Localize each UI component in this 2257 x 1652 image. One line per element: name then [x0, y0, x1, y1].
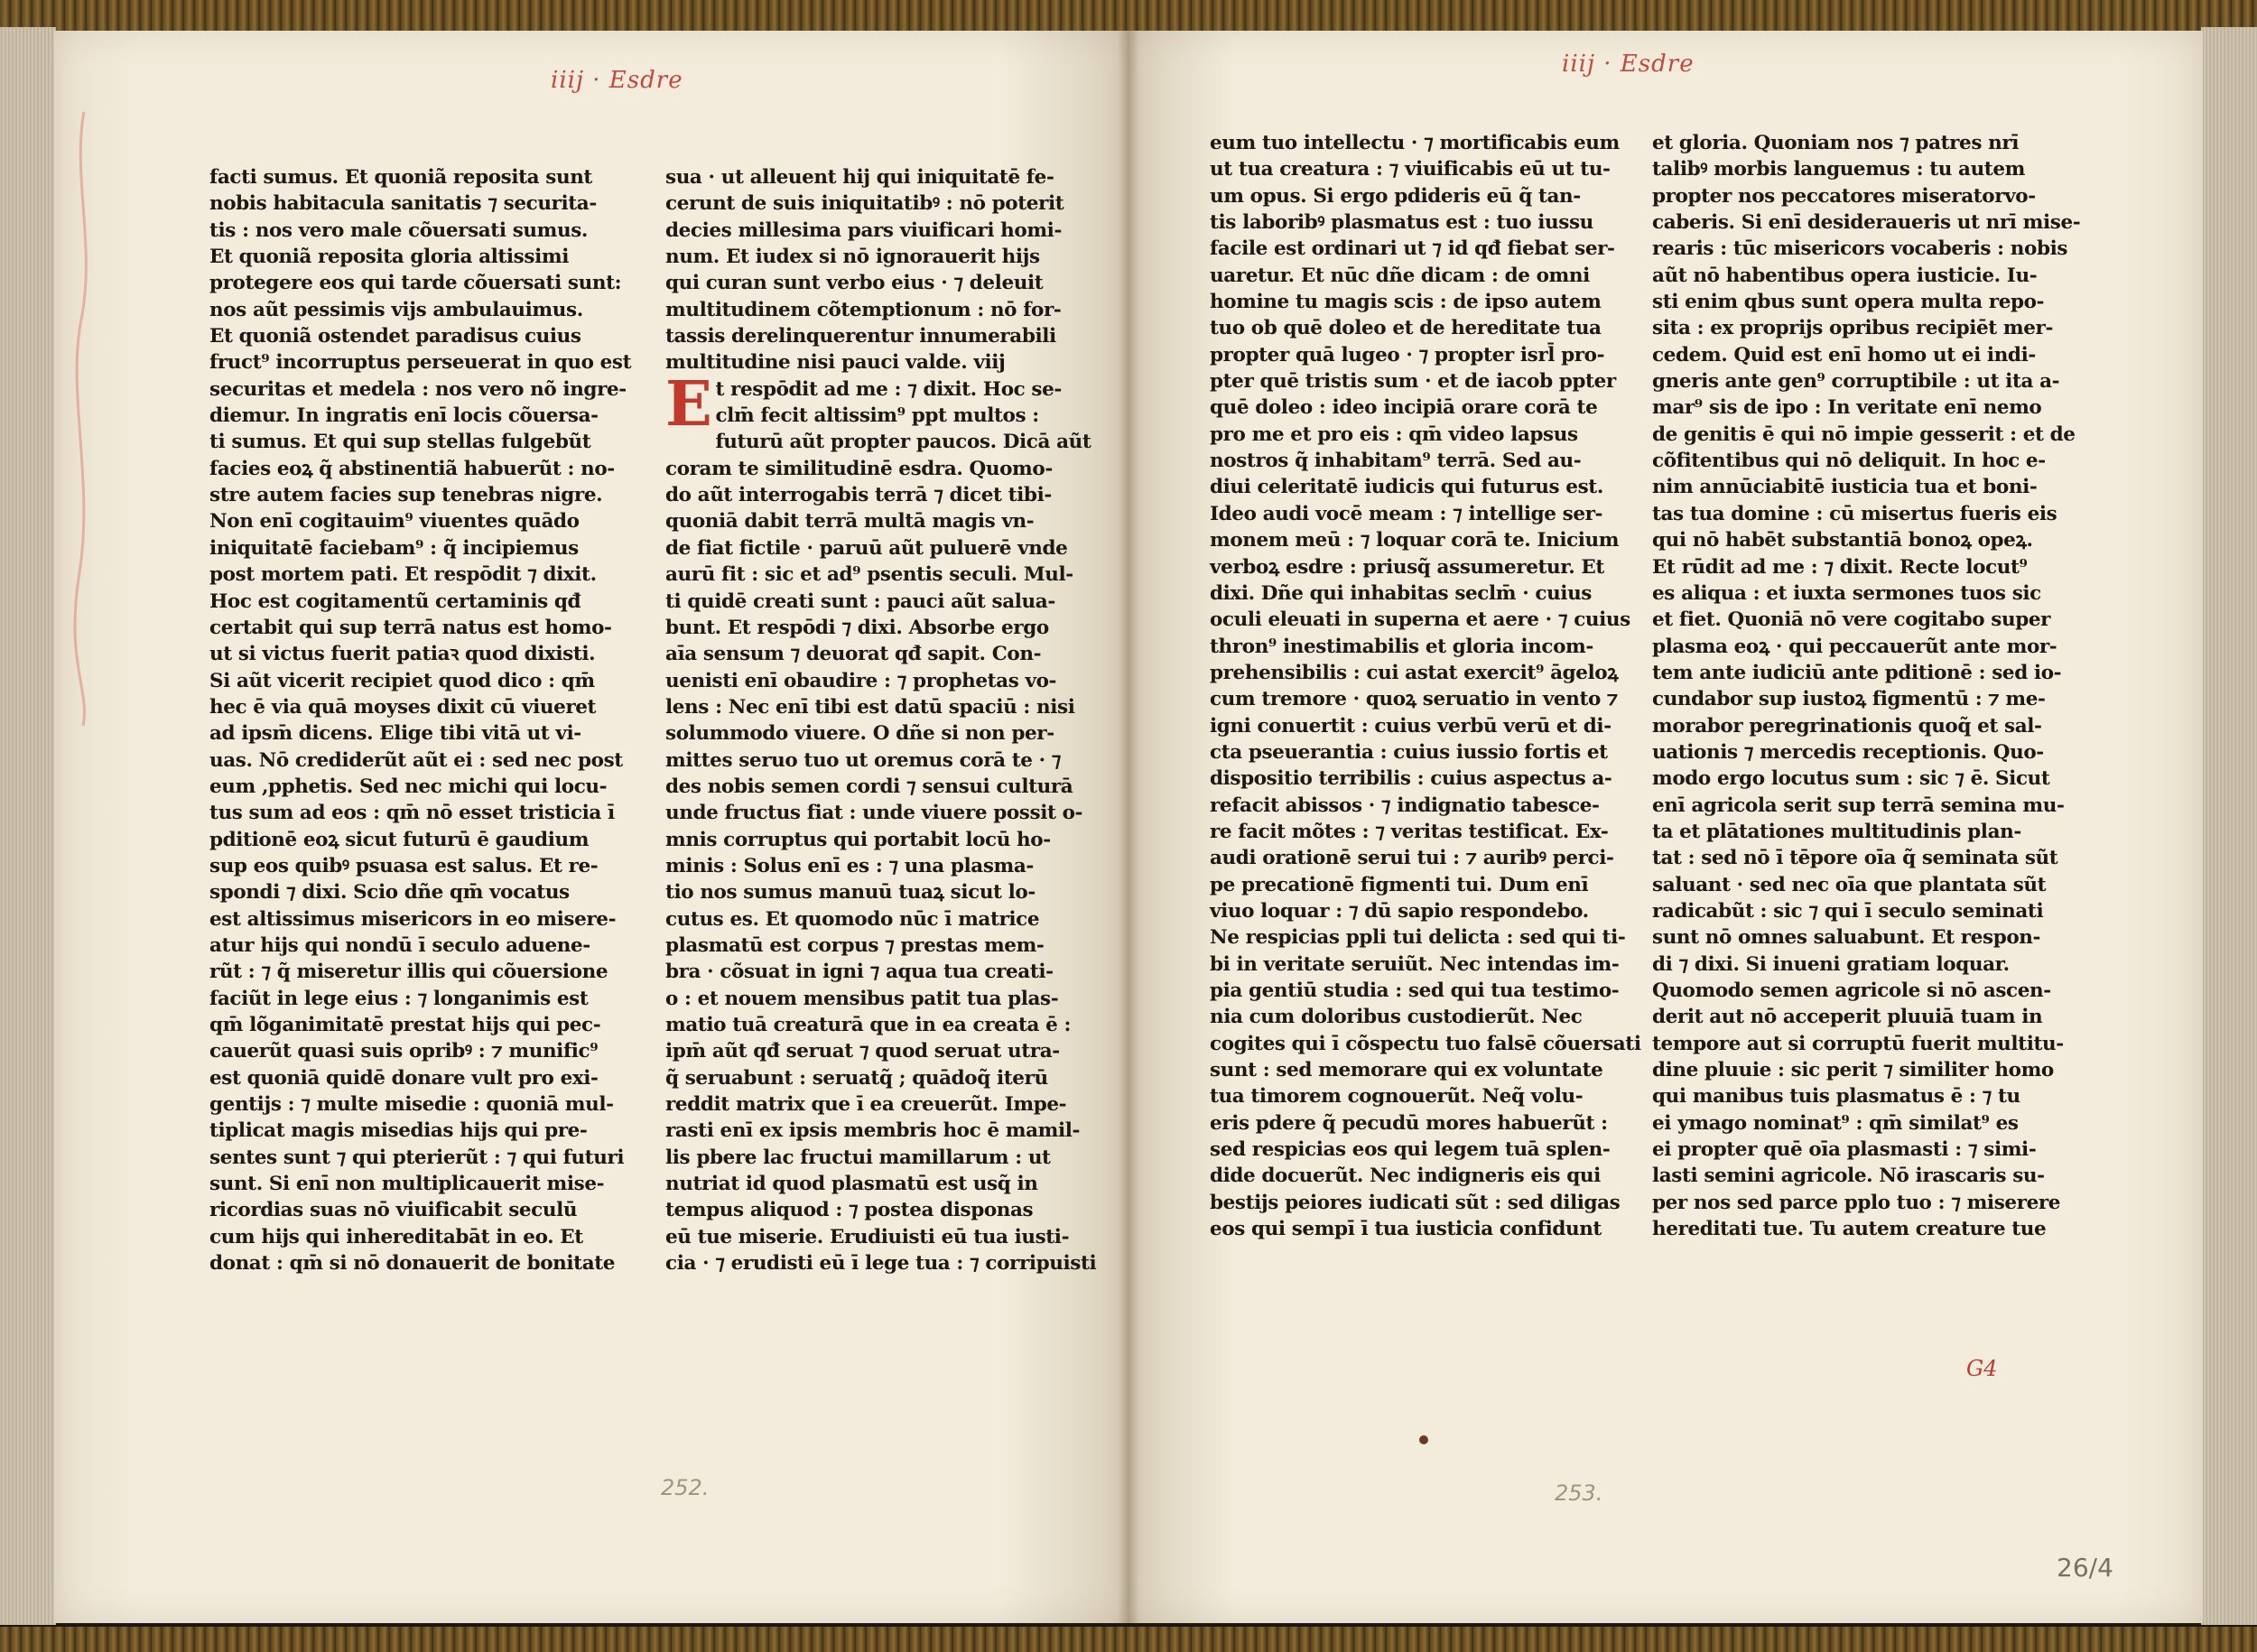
text-line: spondi ⁊ dixi. Scio dñe qm̄ vocatus	[209, 881, 570, 905]
text-line: coram te similitudinē esdra. Quomo-	[665, 457, 1053, 480]
text-line: sita : ex proprijs opribus recipiēt mer-	[1652, 317, 2053, 340]
text-line: rũt : ⁊ q̃ miseretur illis qui cõuersione	[209, 961, 608, 984]
text-line: cogites qui ī cõspectu tuo falsē cõuersati	[1210, 1032, 1641, 1055]
text-line: eū tue miserie. Erudiuisti eū tua iusti-	[665, 1225, 1070, 1248]
text-line: Hoc est cogitamentũ certaminis qđ	[209, 589, 581, 613]
text-line: lens : Nec enī tibi est datū spaciū : nisi	[665, 695, 1075, 719]
left-page	[54, 31, 1128, 1623]
text-line: sua · ut alleuent hij qui iniquitatē fe-	[665, 166, 1054, 189]
ink-dot	[1419, 1435, 1428, 1444]
text-line: nutriat id quod plasmatū est usq̃ in	[665, 1173, 1038, 1196]
text-line: securitas et medela : nos vero nõ ingre-	[209, 377, 627, 401]
text-line: thron⁹ inestimabilis et gloria incom-	[1210, 635, 1593, 658]
text-line: multitudinem cõtemptionum : nō for-	[665, 298, 1062, 321]
text-line: derit aut nō acceperit pluuiā tuam in	[1652, 1006, 2043, 1029]
text-line: tis laboribꝰ plasmatus est : tuo iussu	[1210, 211, 1593, 235]
folio-right: 253.	[1555, 1480, 1603, 1506]
text-line: rasti enī ex ipsis membris hoc ē mamil-	[665, 1119, 1081, 1143]
text-line: enī agricola serit sup terrā semina mu-	[1652, 794, 2065, 817]
right-column-1	[1210, 130, 1641, 1242]
text-line: ei ymago nominat⁹ : qm̄ similat⁹ es	[1652, 1111, 2019, 1135]
text-line: ipm̄ aũt qđ seruat ⁊ quod seruat utra-	[665, 1040, 1060, 1063]
text-line: plasmatū est corpus ⁊ prestas mem-	[665, 933, 1045, 957]
text-line: tuo ob quē doleo et de hereditate tua	[1210, 317, 1602, 340]
text-line: tempore aut si corruptū fuerit multitu-	[1652, 1032, 2064, 1055]
text-line: sed respicias eos qui legem tuā splen-	[1210, 1138, 1611, 1162]
text-line: ricordias suas nō viuificabit seculū	[209, 1199, 578, 1222]
text-line: eum ,pphetis. Sed nec michi qui locu-	[209, 775, 608, 798]
text-line: bestijs peiores iudicati sũt : sed diligas	[1210, 1191, 1621, 1214]
text-line: facti sumus. Et quoniã reposita sunt	[209, 166, 592, 189]
text-line: oculi eleuati in superna et aere · ⁊ cuius	[1210, 608, 1630, 632]
text-line: mar⁹ sis de ipo : In veritate enī nemo	[1652, 396, 2042, 420]
text-line: sentes sunt ⁊ qui pterierũt : ⁊ qui futuri	[209, 1146, 625, 1169]
text-line: uationis ⁊ mercedis receptionis. Quo-	[1652, 740, 2044, 764]
text-line: Et rūdit ad me : ⁊ dixit. Recte locut⁹	[1652, 555, 2028, 579]
text-line: donat : qm̄ si nō donauerit de bonitate	[209, 1252, 616, 1276]
text-line: iniquitatē faciebam⁹ : q̃ incipiemus	[209, 536, 579, 560]
text-line: bra · cõsuat in igni ⁊ aqua tua creati-	[665, 961, 1054, 984]
text-line: Et quoniã reposita gloria altissimi	[209, 246, 569, 269]
text-line: uenisti enī obaudire : ⁊ prophetas vo-	[665, 669, 1057, 692]
text-line: homine tu magis scis : de ipso autem	[1210, 291, 1602, 314]
text-line: de fiat fictile · paruū aũt puluerē vnde	[665, 536, 1068, 560]
text-line: do aũt interrogabis terrā ⁊ dicet tibi-	[665, 484, 1052, 507]
text-line: multitudine nisi pauci valde. viij	[665, 351, 1006, 375]
text-line: decies millesima pars viuificari homi-	[665, 218, 1062, 242]
running-head-left: iiij · Esdre	[551, 67, 683, 94]
text-line: o : et nouem mensibus patit tua plas-	[665, 987, 1059, 1010]
text-line: di ⁊ dixi. Si inueni gratiam loquar.	[1652, 952, 2010, 976]
text-line: nim annūciabitē iusticia tua et boni-	[1652, 476, 2038, 499]
book-gutter	[1118, 31, 1139, 1623]
text-line: cum tremore · quoꝝ seruatio in vento ⁊	[1210, 688, 1618, 711]
text-line: lasti semini agricole. Nō irascaris su-	[1652, 1165, 2045, 1188]
text-line: tus sum ad eos : qm̄ nō esset tristicia ī	[209, 802, 615, 825]
text-line: nos aũt pessimis vijs ambulauimus.	[209, 298, 583, 321]
text-line: um opus. Si ergo pdideris eū q̃ tan-	[1210, 184, 1581, 208]
text-line: morabor peregrinationis quoq̃ et sal-	[1652, 714, 2042, 738]
text-line: tio nos sumus manuū tuaꝝ sicut lo-	[665, 881, 1036, 905]
text-line: cum hijs qui inhereditabāt in eo. Et	[209, 1225, 583, 1248]
text-line: cutus es. Et quomodo nūc ī matrice	[665, 907, 1040, 931]
text-line: diui celeritatē iudicis qui futurus est.	[1210, 476, 1603, 499]
text-line: ad ipsm̄ dicens. Elige tibi vitā ut vi-	[209, 722, 581, 746]
text-line: propter quā lugeo · ⁊ propter isrl̄ pro-	[1210, 343, 1605, 367]
text-line: ti sumus. Et qui sup stellas fulgebũt	[209, 431, 591, 454]
text-line: dixi. Dñe qui inhabitas seclm̄ · cuius	[1210, 581, 1593, 605]
text-line: cundabor sup iustoꝝ figmentū : ⁊ me-	[1652, 688, 2046, 711]
text-line: fruct⁹ incorruptus perseuerat in quo est	[209, 351, 632, 375]
text-line: quē doleo : ideo incipiā orare corā te	[1210, 396, 1598, 420]
text-line: qui manibus tuis plasmatus ē : ⁊ tu	[1652, 1085, 2020, 1109]
rubric-flourish-icon	[70, 103, 98, 735]
text-line: clm̄ fecit altissim⁹ ppt multos :	[715, 404, 1039, 428]
text-line: Non enī cogitauim⁹ viuentes quādo	[209, 510, 580, 534]
shelf-mark: 26/4	[2057, 1553, 2113, 1582]
text-line: pter quē tristis sum · et de iacob ppter	[1210, 370, 1616, 394]
text-line: re facit mõtes : ⁊ veritas testificat. Ex-	[1210, 820, 1609, 843]
text-line: verboꝝ esdre : priusq̃ assumeretur. Et	[1210, 555, 1604, 579]
text-line: tua timorem cognouerũt. Neq̃ volu-	[1210, 1085, 1584, 1109]
text-line: viuo loquar : ⁊ dū sapio respondebo.	[1210, 899, 1589, 923]
text-line: qm̄ lõganimitatē prestat hijs qui pec-	[209, 1014, 601, 1036]
text-line: refacit abissos · ⁊ indignatio tabesce-	[1210, 794, 1600, 817]
text-line: sunt. Si enī non multiplicauerit mise-	[209, 1173, 605, 1196]
text-line: Si aũt vicerit recipiet quod dico : qm̄	[209, 669, 595, 692]
text-line: reddit matrix que ī ea creuerũt. Impe-	[665, 1093, 1067, 1117]
text-line: gneris ante gen⁹ corruptibile : ut ita a-	[1652, 370, 2060, 394]
text-line: pro me et pro eis : qm̄ video lapsus	[1210, 422, 1578, 446]
text-line: qui curan sunt verbo eius · ⁊ deleuit	[665, 272, 1044, 295]
text-line: cta pseuerantia : cuius iussio fortis et	[1210, 740, 1608, 764]
text-line: cerunt de suis iniquitatibꝰ : nō poterit	[665, 192, 1064, 216]
text-line: bunt. Et respōdi ⁊ dixi. Absorbe ergo	[665, 616, 1049, 639]
gilded-top-edge	[0, 0, 2257, 34]
text-line: prehensibilis : cui astat exercit⁹ āgeloꝝ	[1210, 661, 1619, 684]
text-line: dide docuerũt. Nec indigneris eis qui	[1210, 1165, 1601, 1188]
text-line: post mortem pati. Et respōdit ⁊ dixit.	[209, 563, 597, 587]
text-line: caberis. Si enī desideraueris ut nrī mise-	[1652, 211, 2081, 235]
text-line: nia cum doloribus custodierũt. Nec	[1210, 1006, 1583, 1029]
text-line: q̃ seruabunt : seruatq̃ ; quādoq̃ iterū	[665, 1066, 1048, 1090]
text-line: ti quidē creati sunt : pauci aũt salua-	[665, 589, 1055, 613]
text-line: Et quoniã ostendet paradisus cuius	[209, 325, 581, 348]
text-line: facile est ordinari ut ⁊ id qđ fiebat ser-	[1210, 237, 1615, 261]
text-line: gentijs : ⁊ multe misedie : quoniā mul-	[209, 1093, 614, 1117]
text-line: est quoniā quidē donare vult pro exi-	[209, 1066, 599, 1090]
text-line: minis : Solus enī es : ⁊ una plasma-	[665, 854, 1034, 877]
text-line: igni conuertit : cuius verbū verū et di-	[1210, 714, 1611, 738]
text-line: dispositio terribilis : cuius aspectus a-	[1210, 767, 1612, 791]
text-line: matio tuā creaturā que in ea creata ē :	[665, 1014, 1072, 1036]
text-line: tempus aliquod : ⁊ postea disponas	[665, 1199, 1034, 1222]
left-column-1	[209, 164, 632, 1276]
text-line: tassis derelinquerentur innumerabili	[665, 325, 1056, 348]
quire-signature: G4	[1966, 1356, 1998, 1381]
text-line: cia · ⁊ erudisti eū ī lege tua : ⁊ corripuisti	[665, 1252, 1097, 1276]
text-line: solummodo viuere. O dñe si non per-	[665, 722, 1054, 746]
text-line: diemur. In ingratis enī locis cõuersa-	[209, 404, 599, 428]
text-line: audi orationē serui tui : ⁊ auribꝰ perci-	[1210, 847, 1614, 870]
text-line: monem meū : ⁊ loquar corā te. Inicium	[1210, 529, 1620, 552]
right-column-2	[1652, 130, 2081, 1242]
text-line: eum tuo intellectu · ⁊ mortificabis eum	[1210, 132, 1620, 154]
text-line: num. Et iudex si nō ignorauerit hijs	[665, 246, 1040, 269]
text-line: et gloria. Quoniam nos ⁊ patres nrī	[1652, 132, 2020, 154]
text-line: protegere eos qui tarde cõuersati sunt:	[209, 272, 622, 295]
text-line: hec ē via quā moyses dixit cū viueret	[209, 695, 597, 719]
text-line: bi in veritate seruiũt. Nec intendas im-	[1210, 952, 1620, 976]
text-line: tis : nos vero male cõuersati sumus.	[209, 218, 589, 242]
text-line: cõfitentibus qui nō deliquit. In hoc e-	[1652, 450, 2046, 473]
text-line: Ne respicias ppli tui delicta : sed qui ti-	[1210, 926, 1626, 950]
text-line: uas. Nō crediderũt aũt ei : sed nec post	[209, 748, 623, 772]
text-line: ut si victus fuerit patiaꝛ quod dixisti.	[209, 643, 596, 666]
text-line: unde fructus fiat : unde viuere possit o-	[665, 802, 1083, 825]
text-line: rearis : tūc misericors vocaberis : nobis	[1652, 237, 2068, 261]
text-line: eris pdere q̃ pecudū mores habuerũt :	[1210, 1111, 1608, 1135]
text-line: de genitis ē qui nō impie gesserit : et de	[1652, 422, 2076, 446]
text-line: uaretur. Et nūc dñe dicam : de omni	[1210, 264, 1590, 287]
text-line: per nos sed parce pplo tuo : ⁊ miserere	[1652, 1191, 2061, 1214]
text-line: mittes seruo tuo ut oremus corā te · ⁊	[665, 748, 1062, 772]
text-line: hereditati tue. Tu autem creature tue	[1652, 1218, 2047, 1241]
text-line: quoniā dabit terrā multā magis vn-	[665, 510, 1035, 534]
text-line: futurū aũt propter paucos. Dicā aũt	[715, 431, 1091, 454]
text-line: pe precationē figmenti tui. Dum enī	[1210, 873, 1589, 896]
text-line: plasma eoꝝ · qui peccauerũt ante mor-	[1652, 635, 2057, 658]
left-column-2	[665, 164, 1097, 1276]
text-line: es aliqua : et iuxta sermones tuos sic	[1652, 581, 2041, 605]
text-line: lis pbere lac fructui mamillarum : ut	[665, 1146, 1051, 1169]
folio-left: 252.	[661, 1475, 710, 1500]
text-line: sti enim qbus sunt opera multa repo-	[1652, 291, 2045, 314]
text-line: ta et plātationes multitudinis plan-	[1652, 820, 2021, 843]
text-line: qui nō habēt substantiā bonoꝝ opeꝝ.	[1652, 529, 2033, 552]
text-line: facies eoꝝ q̃ abstinentiã habuerũt : no-	[209, 457, 615, 480]
text-line: dine pluuie : sic perit ⁊ similiter homo	[1652, 1059, 2054, 1082]
left-page-stack	[0, 27, 56, 1625]
text-line: cedem. Quid est enī homo ut ei indi-	[1652, 343, 2036, 367]
text-line: des nobis semen cordi ⁊ sensui culturā	[665, 775, 1073, 798]
text-line: stre autem facies sup tenebras nigre.	[209, 484, 603, 507]
text-line: nobis habitacula sanitatis ⁊ securita-	[209, 192, 597, 216]
text-line: radicabũt : sic ⁊ qui ī seculo seminati	[1652, 899, 2044, 923]
running-head-right: iiij · Esdre	[1562, 51, 1695, 78]
rubricated-initial-e: E	[665, 367, 712, 441]
text-line: aũt nō habentibus opera iusticie. Iu-	[1652, 264, 2038, 287]
text-line: pditionē eoꝝ sicut futurū ē gaudium	[209, 828, 590, 851]
text-line: est altissimus misericors in eo misere-	[209, 907, 617, 931]
text-line: certabit qui sup terrā natus est homo-	[209, 616, 612, 639]
right-page-stack	[2201, 27, 2257, 1625]
text-line: et fiet. Quoniā nō vere cogitabo super	[1652, 608, 2051, 632]
text-line: Quomodo semen agricole si nō ascen-	[1652, 979, 2051, 1002]
text-line: pia gentiū studia : sed qui tua testimo-	[1210, 979, 1620, 1002]
text-line: eos qui sempī ī tua iusticia confidunt	[1210, 1218, 1602, 1241]
text-line: Ideo audi vocē meam : ⁊ intellige ser-	[1210, 502, 1603, 525]
text-line: tem ante iudiciū ante pditionē : sed io-	[1652, 661, 2062, 684]
gilded-bottom-edge	[0, 1627, 2257, 1652]
text-line: cauerũt quasi suis opribꝰ : ⁊ munific⁹	[209, 1040, 599, 1063]
text-line: faciũt in lege eius : ⁊ longanimis est	[209, 987, 589, 1010]
text-line: sup eos quibꝰ psuasa est salus. Et re-	[209, 854, 599, 877]
text-line: ut tua creatura : ⁊ viuificabis eū ut tu-	[1210, 158, 1611, 181]
text-line: modo ergo locutus sum : sic ⁊ ē. Sicut	[1652, 767, 2050, 791]
text-line: mnis corruptus qui portabit locū ho-	[665, 828, 1051, 851]
text-line: tat : sed nō ī tēpore oīa q̃ seminata sũt	[1652, 847, 2058, 870]
text-line-content: t respōdit ad me : ⁊ dixit. Hoc se-	[715, 377, 1062, 401]
text-line: nostros q̃ inhabitam⁹ terrā. Sed au-	[1210, 450, 1582, 473]
text-line: propter nos peccatores miseratorvo-	[1652, 184, 2036, 208]
text-line: sunt : sed memorare qui ex voluntate	[1210, 1059, 1603, 1082]
text-line: atur hijs qui nondū ī seculo aduene-	[209, 933, 590, 957]
text-line: saluant · sed nec oīa que plantata sũt	[1652, 873, 2047, 896]
text-line: talibꝰ morbis languemus : tu autem	[1652, 158, 2025, 181]
text-line: aurū fit : sic et ad⁹ psentis seculi. Mul-	[665, 563, 1073, 587]
text-line: ei propter quē oīa plasmasti : ⁊ simi-	[1652, 1138, 2037, 1162]
text-line: aīa sensum ⁊ deuorat qđ sapit. Con-	[665, 643, 1042, 666]
text-line: tiplicat magis misedias hijs qui pre-	[209, 1119, 588, 1143]
text-line: tas tua domine : cū misertus fueris eis	[1652, 502, 2057, 525]
text-line: sunt nō omnes saluabunt. Et respon-	[1652, 926, 2041, 950]
right-page	[1128, 31, 2203, 1623]
